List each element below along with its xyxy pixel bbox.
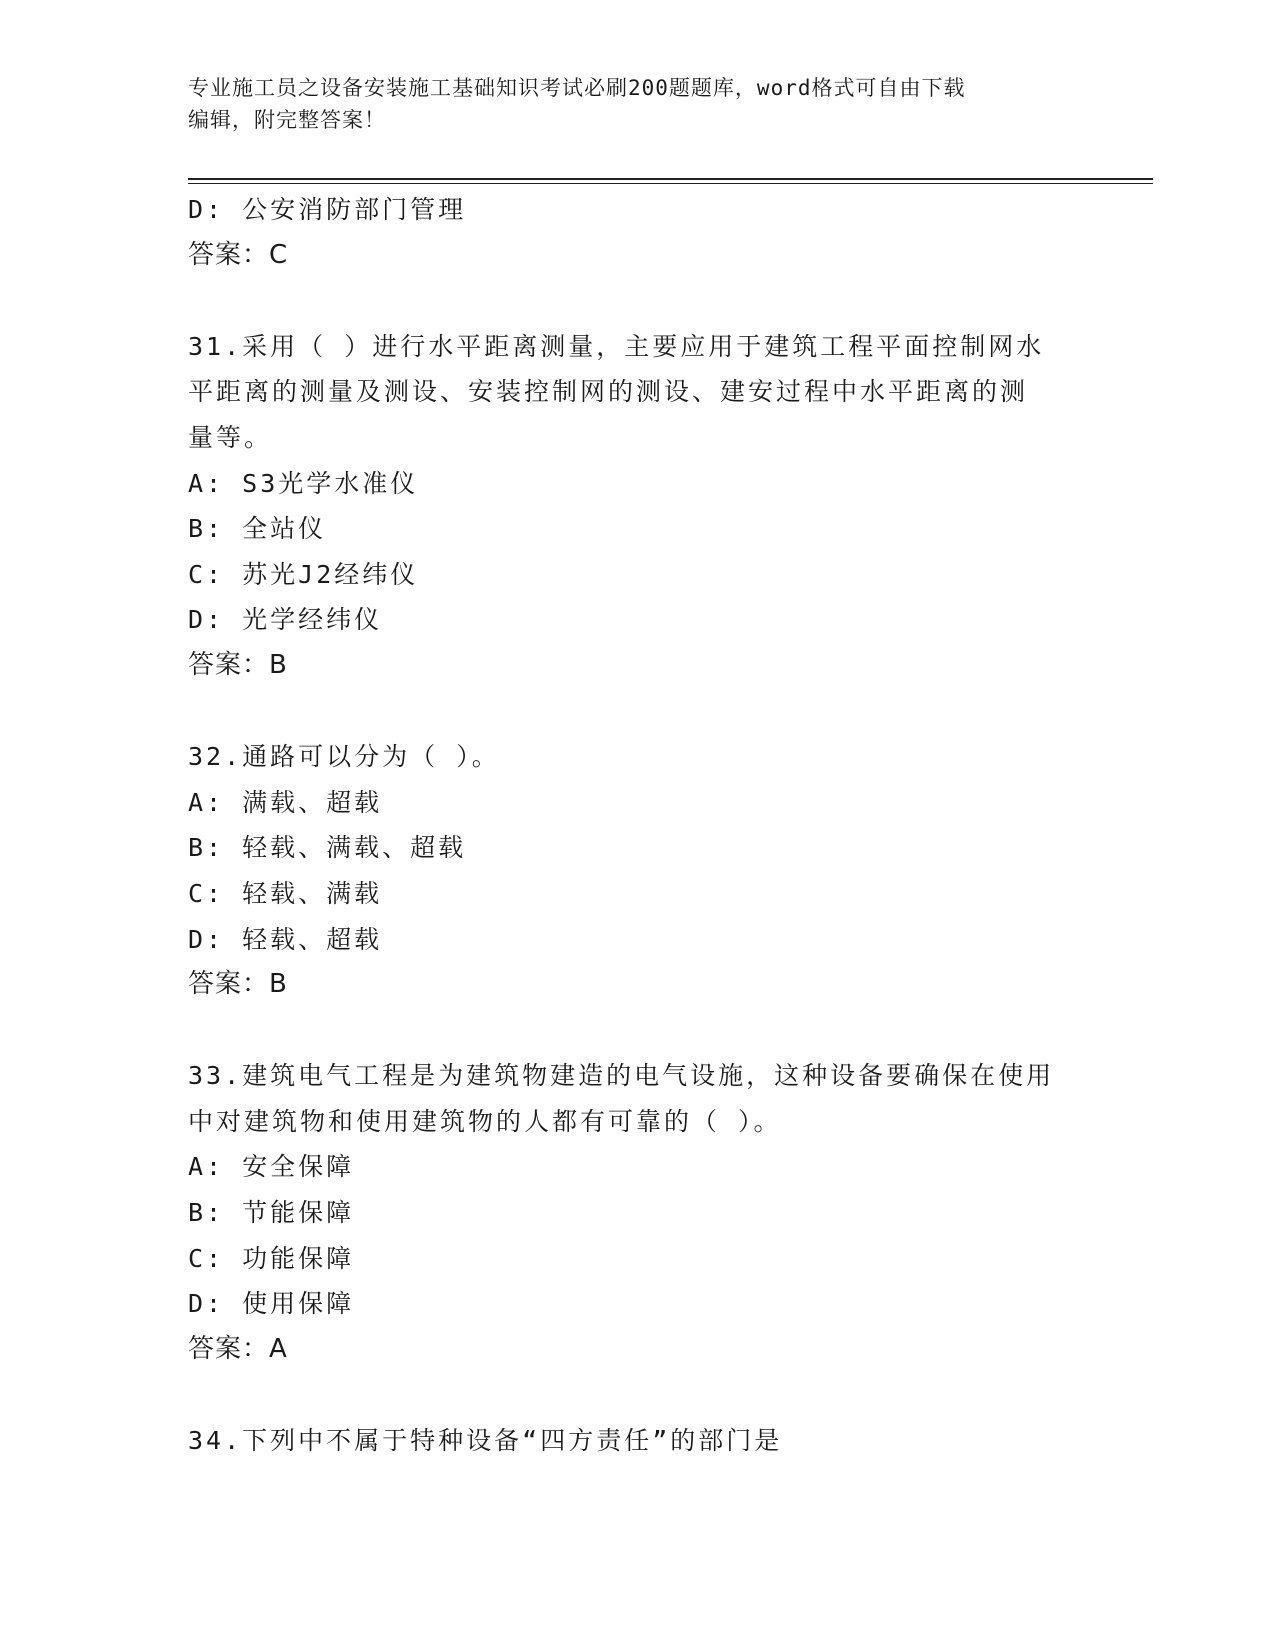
question-stem: 平距离的测量及测设、安装控制网的测设、建安过程中水平距离的测 [188,377,1029,407]
question-stem: 中对建筑物和使用建筑物的人都有可靠的（ ）。 [188,1106,782,1136]
option-b: B: 全站仪 [188,514,327,544]
question-list [188,187,1078,1464]
question-stem: 32.通路可以分为（ ）。 [188,742,500,772]
answer: 答案：A [188,1333,288,1364]
question-33 [188,1053,1078,1372]
option-d: D: 公安消防部门管理 [188,195,467,224]
header-divider-thin [188,183,1153,184]
spacer [188,689,1078,735]
answer: 答案：B [188,649,288,680]
option-b: B: 轻载、满载、超载 [188,833,467,863]
header-line-2: 编辑，附完整答案！ [188,108,386,132]
spacer [188,278,1078,324]
option-a: A: S3光学水准仪 [188,468,419,498]
question-stem: 34.下列中不属于特种设备“四方责任”的部门是 [188,1426,783,1456]
question-30-tail [188,187,1078,278]
question-34 [188,1418,1078,1464]
spacer [188,1372,1078,1418]
answer: 答案：C [188,239,289,270]
option-c: C: 功能保障 [188,1243,355,1273]
option-d: D: 轻载、超载 [188,924,383,954]
option-a: A: 安全保障 [188,1152,355,1182]
question-stem: 33.建筑电气工程是为建筑物建造的电气设施，这种设备要确保在使用 [188,1061,1055,1091]
document-header [188,72,1068,136]
header-line-1: 专业施工员之设备安装施工基础知识考试必刷200题题库，word格式可自由下载 [188,76,966,100]
question-31 [188,324,1078,689]
option-d: D: 光学经纬仪 [188,605,383,635]
question-stem: 31.采用（ ）进行水平距离测量，主要应用于建筑工程平面控制网水 [188,331,1045,361]
option-d: D: 使用保障 [188,1289,355,1319]
option-b: B: 节能保障 [188,1198,355,1228]
option-c: C: 苏光J2经纬仪 [188,559,419,589]
spacer [188,1008,1078,1054]
question-stem: 量等。 [188,422,273,452]
option-a: A: 满载、超载 [188,787,383,817]
option-c: C: 轻载、满载 [188,878,383,908]
answer: 答案：B [188,969,288,1000]
question-32 [188,734,1078,1008]
header-divider-thick [188,178,1153,180]
